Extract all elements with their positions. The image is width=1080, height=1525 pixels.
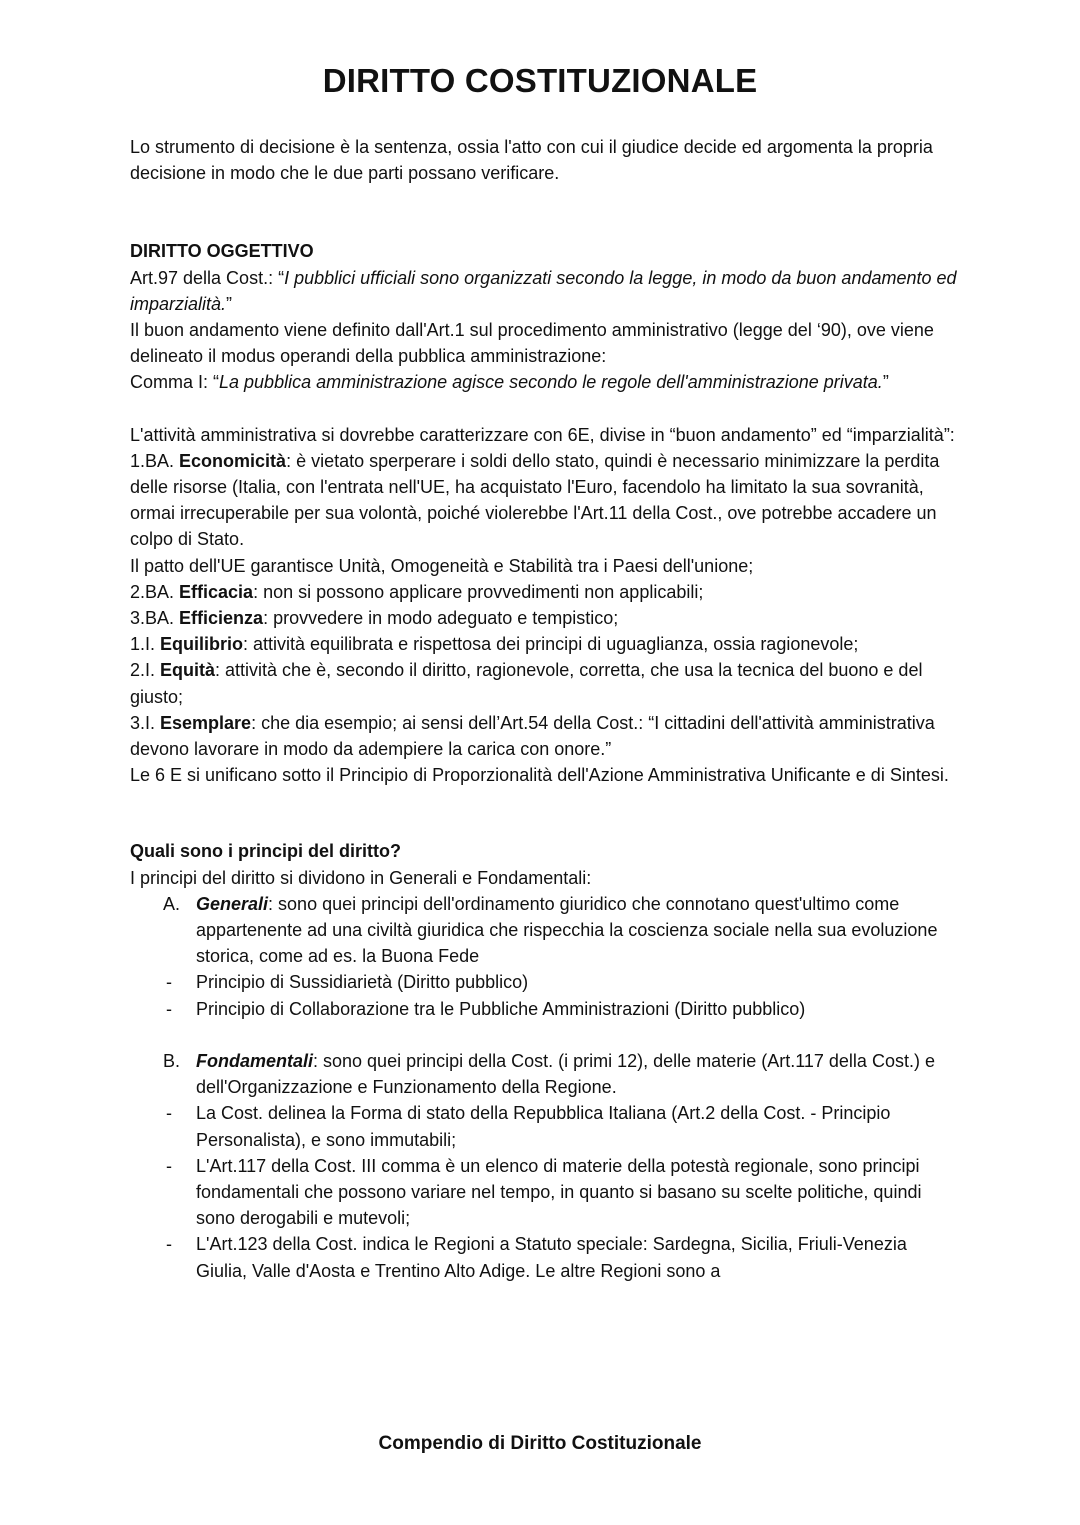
comma-paragraph: Comma I: “La pubblica amministrazione agisce secondo le regole dell'amministrazione privata.” bbox=[130, 372, 889, 393]
list-item: 3.I. Esemplare: che dia esempio; ai sensi dell’Art.54 della Cost.: “I cittadini dell'attività amministrativa devono lavorare in modo da adempiere la carica con onore.” bbox=[130, 712, 935, 760]
bullet-item: - Principio di Collaborazione tra le Pubbliche Amministrazioni (Diritto pubblico) bbox=[130, 996, 960, 1022]
page-title: DIRITTO COSTITUZIONALE bbox=[322, 62, 758, 99]
list-marker: B. bbox=[163, 1050, 181, 1071]
bullet-item: - Principio di Sussidiarietà (Diritto pubblico) bbox=[130, 969, 960, 995]
list-item: 2.BA. Efficacia: non si possono applicare provvedimenti non applicabili; bbox=[130, 581, 704, 602]
principi-intro-paragraph: I principi del diritto si dividono in Generali e Fondamentali: bbox=[130, 867, 592, 888]
list-item: 1.BA. Economicità: è vietato sperperare i soldi dello stato, quindi è necessario minimizzare la perdita delle risorse (Italia, con l'entrata nell'UE, ha acquistato l'Euro, facendolo ha limitato la sua sovranità, ormai irrecuperabile per sua volontà, poiché violerebbe l'Art.11 della Cost., ove potrebbe accadere un colpo di Stato. bbox=[130, 450, 940, 550]
intro-paragraph: Lo strumento di decisione è la sentenza, ossia l'atto con cui il giudice decide ed argomenta la propria decisione in modo che le due parti possano verificare. bbox=[130, 137, 933, 184]
section-heading-diritto-oggettivo: DIRITTO OGGETTIVO bbox=[130, 241, 314, 262]
list-item: 1.I. Equilibrio: attività equilibrata e rispettosa dei principi di uguaglianza, ossia ragionevole; bbox=[130, 634, 859, 655]
dash-marker: - bbox=[166, 998, 172, 1019]
list-item: 3.BA. Efficienza: provvedere in modo adeguato e tempistico; bbox=[130, 608, 619, 629]
attivita-intro-paragraph: L'attività amministrativa si dovrebbe caratterizzare con 6E, divise in “buon andamento” ed “imparzialità”: bbox=[130, 424, 955, 445]
dash-marker: - bbox=[166, 1234, 172, 1255]
lettered-item-fondamentali: B. Fondamentali: sono quei principi della Cost. (i primi 12), delle materie (Art.117 della Cost.) e dell'Organizzazione e Funzionamento della Regione. bbox=[130, 1048, 960, 1100]
list-item: Il patto dell'UE garantisce Unità, Omogeneità e Stabilità tra i Paesi dell'unione; bbox=[130, 555, 754, 576]
bullet-item: - L'Art.117 della Cost. III comma è un elenco di materie della potestà regionale, sono principi fondamentali che possono variare nel tempo, in quanto si basano su scelte politiche, quindi sono derogabili e mutevoli; bbox=[130, 1153, 960, 1232]
bullet-item: - La Cost. delinea la Forma di stato della Repubblica Italiana (Art.2 della Cost. - Principio Personalista), e sono immutabili; bbox=[130, 1100, 960, 1152]
buon-andamento-paragraph: Il buon andamento viene definito dall'Art.1 sul procedimento amministrativo (legge del ‘90), ove viene delineato il modus operandi della pubblica amministrazione: bbox=[130, 320, 934, 367]
dash-marker: - bbox=[166, 972, 172, 993]
page-footer: Compendio di Diritto Costituzionale bbox=[378, 1433, 702, 1454]
list-item: 2.I. Equità: attività che è, secondo il diritto, ragionevole, corretta, che usa la tecnica del buono e del giusto; bbox=[130, 660, 923, 707]
bullet-item: - L'Art.123 della Cost. indica le Regioni a Statuto speciale: Sardegna, Sicilia, Friuli-Venezia Giulia, Valle d'Aosta e Trentino Alto Adige. Le altre Regioni sono a bbox=[130, 1231, 960, 1283]
lettered-item-generali: A. Generali: sono quei principi dell'ordinamento giuridico che connotano quest'ultimo come appartenente ad una civiltà giuridica che rispecchia la coscienza sociale nella sua evoluzione storica, come ad es. la Buona Fede bbox=[130, 891, 960, 970]
list-marker: A. bbox=[163, 893, 181, 914]
list-item: Le 6 E si unificano sotto il Principio di Proporzionalità dell'Azione Amministrativa Unificante e di Sintesi. bbox=[130, 765, 949, 786]
art97-paragraph: Art.97 della Cost.: “I pubblici ufficiali sono organizzati secondo la legge, in modo da buon andamento ed imparzialità.” bbox=[130, 267, 957, 314]
section-heading-principi: Quali sono i principi del diritto? bbox=[130, 841, 402, 862]
dash-marker: - bbox=[166, 1155, 172, 1176]
document-body bbox=[130, 134, 960, 1284]
dash-marker: - bbox=[166, 1103, 172, 1124]
